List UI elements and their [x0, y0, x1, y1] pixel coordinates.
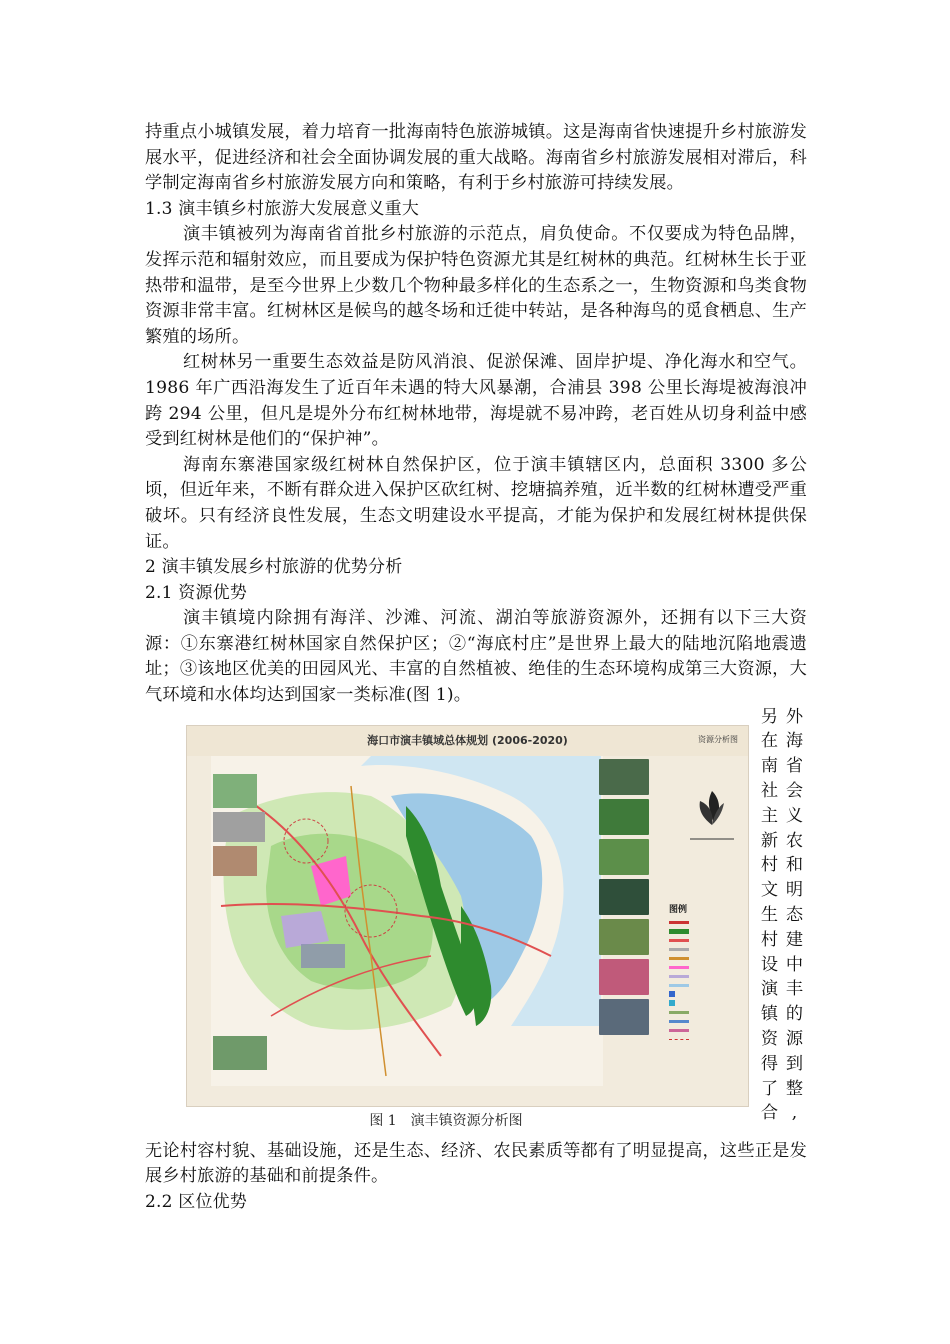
legend-item: [669, 918, 741, 927]
paragraph: 海南东寨港国家级红树林自然保护区，位于演丰镇辖区内，总面积 3300 多公顷，但近年来，不断有群众进入保护区砍红树、挖塘搞养殖，近半数的红树林遭受严重破坏。只有经济良性发展，生态文明建设水平提高，才能为保护和发展红树林提供保证。: [145, 454, 807, 552]
side-text-char: 丰: [785, 979, 804, 1000]
side-text-char: 的: [785, 1004, 804, 1025]
legend-item: [669, 981, 741, 990]
paragraph: 演丰镇境内除拥有海洋、沙滩、河流、湖泊等旅游资源外，还拥有以下三大资源：①东寨港红树林国家自然保护区；②“海底村庄”是世界上最大的陆地沉陷地震遗址；③该地区优美的田园风光、丰富的自然植被、绝佳的生态环境构成第三大资源，大气环境和水体均达到国家一类标准(图 1)。: [145, 608, 807, 706]
map-image: [211, 756, 603, 1086]
legend-item: [669, 972, 741, 981]
flower-photo: [599, 919, 649, 955]
wildlife-photo: [599, 879, 649, 915]
side-text-char: 合: [760, 1103, 779, 1124]
side-text-char: 文: [760, 880, 779, 901]
side-text-column: [757, 705, 807, 1127]
side-text-char: 整: [785, 1078, 804, 1099]
legend-item: [669, 999, 741, 1008]
paragraph: 演丰镇被列为海南省首批乡村旅游的示范点，肩负使命。不仅要成为特色品牌，发挥示范和辐射效应，而且要成为保护特色资源尤其是红树林的典范。红树林生长于亚热带和温带，是至今世界上少数几个物种最多样化的生态系之一，生物资源和鸟类食物资源非常丰富。红树林区是候鸟的越冬场和迁徙中转站，是各种海鸟的觅食栖息、生产繁殖的场所。: [145, 224, 807, 347]
legend-item: [669, 954, 741, 963]
subsection-heading: 2.2 区位优势: [145, 1191, 248, 1212]
paragraph: 持重点小城镇发展，着力培育一批海南特色旅游城镇。这是海南省快速提升乡村旅游发展水平，促进经济和社会全面协调发展的重大战略。海南省乡村旅游发展相对滞后，科学制定海南省乡村旅游发展方向和策略，有利于乡村旅游可持续发展。: [145, 122, 807, 194]
side-text-char: 会: [785, 781, 804, 802]
side-text-char: ,: [791, 1103, 798, 1124]
subsection-heading: 2.1 资源优势: [145, 582, 248, 603]
side-text-char: 源: [785, 1029, 804, 1050]
side-text-char: 中: [785, 954, 804, 975]
side-text-char: 资: [760, 1029, 779, 1050]
mangrove-photo: [599, 759, 649, 795]
resource-analysis-map: [186, 725, 749, 1107]
side-text-char: 主: [760, 805, 779, 826]
paragraph: 红树林另一重要生态效益是防风消浪、促淤保滩、固岸护堤、净化海水和空气。1986 年广西沿海发生了近百年未遇的特大风暴潮，合浦县 398 公里长海堤被海浪冲跨 294 公里，但凡是堤外分布红树林地带，海堤就不易冲跨，老百姓从切身利益中感受到红树林是他们的“保护神”。: [145, 352, 807, 450]
document-page: [145, 120, 807, 1215]
mangrove-photo: [599, 799, 649, 835]
side-text-char: 态: [785, 905, 804, 926]
figure-caption: 图 1 演丰镇资源分析图: [369, 1112, 523, 1129]
flower-photo: [599, 959, 649, 995]
legend-item: [669, 1008, 741, 1017]
legend-item: [669, 1026, 741, 1035]
side-text-char: 村: [760, 929, 779, 950]
legend-item: [669, 1017, 741, 1026]
legend-title: 图例: [669, 904, 688, 915]
side-text-char: 农: [785, 830, 804, 851]
legend-item: [669, 1035, 741, 1044]
paragraph: 无论村容村貌、基础设施，还是生态、经济、农民素质等都有了明显提高，这些正是发展乡村旅游的基础和前提条件。: [145, 1140, 807, 1187]
section-heading: 2 演丰镇发展乡村旅游的优势分析: [145, 557, 403, 578]
legend-item: [669, 945, 741, 954]
legend-item: [669, 990, 741, 999]
side-text-char: 省: [785, 756, 804, 777]
side-text-char: 外: [785, 706, 804, 727]
side-text-char: 了: [760, 1078, 779, 1099]
side-text-char: 生: [760, 905, 779, 926]
side-text-char: 设: [760, 954, 779, 975]
side-text-char: 在: [760, 731, 779, 752]
side-text-char: 到: [785, 1053, 804, 1074]
side-text-char: 南: [760, 756, 779, 777]
map-legend: [669, 902, 741, 1044]
figure-subtitle: 资源分析图: [698, 734, 738, 744]
side-text-char: 演: [760, 979, 779, 1000]
side-text-char: 海: [785, 731, 804, 752]
side-text-char: 建: [785, 929, 804, 950]
boat-photo: [599, 999, 649, 1035]
logo-icon: [682, 781, 742, 851]
wetland-photo: [599, 839, 649, 875]
side-text-char: 镇: [760, 1004, 779, 1025]
legend-item: [669, 963, 741, 972]
side-text-char: 义: [785, 805, 804, 826]
side-text-char: 社: [760, 781, 779, 802]
legend-item: [669, 936, 741, 945]
legend-item: [669, 927, 741, 936]
side-text-char: 明: [785, 880, 804, 901]
photo-column: [599, 759, 667, 1039]
figure-block: [145, 706, 807, 1139]
side-text-char: 另: [760, 706, 779, 727]
side-text-char: 和: [785, 855, 804, 876]
side-text-char: 新: [760, 830, 779, 851]
section-heading: 1.3 演丰镇乡村旅游大发展意义重大: [145, 198, 420, 219]
side-text-char: 得: [760, 1053, 779, 1074]
figure-title: 海口市演丰镇域总体规划 (2006-2020): [367, 733, 568, 747]
side-text-char: 村: [760, 855, 779, 876]
